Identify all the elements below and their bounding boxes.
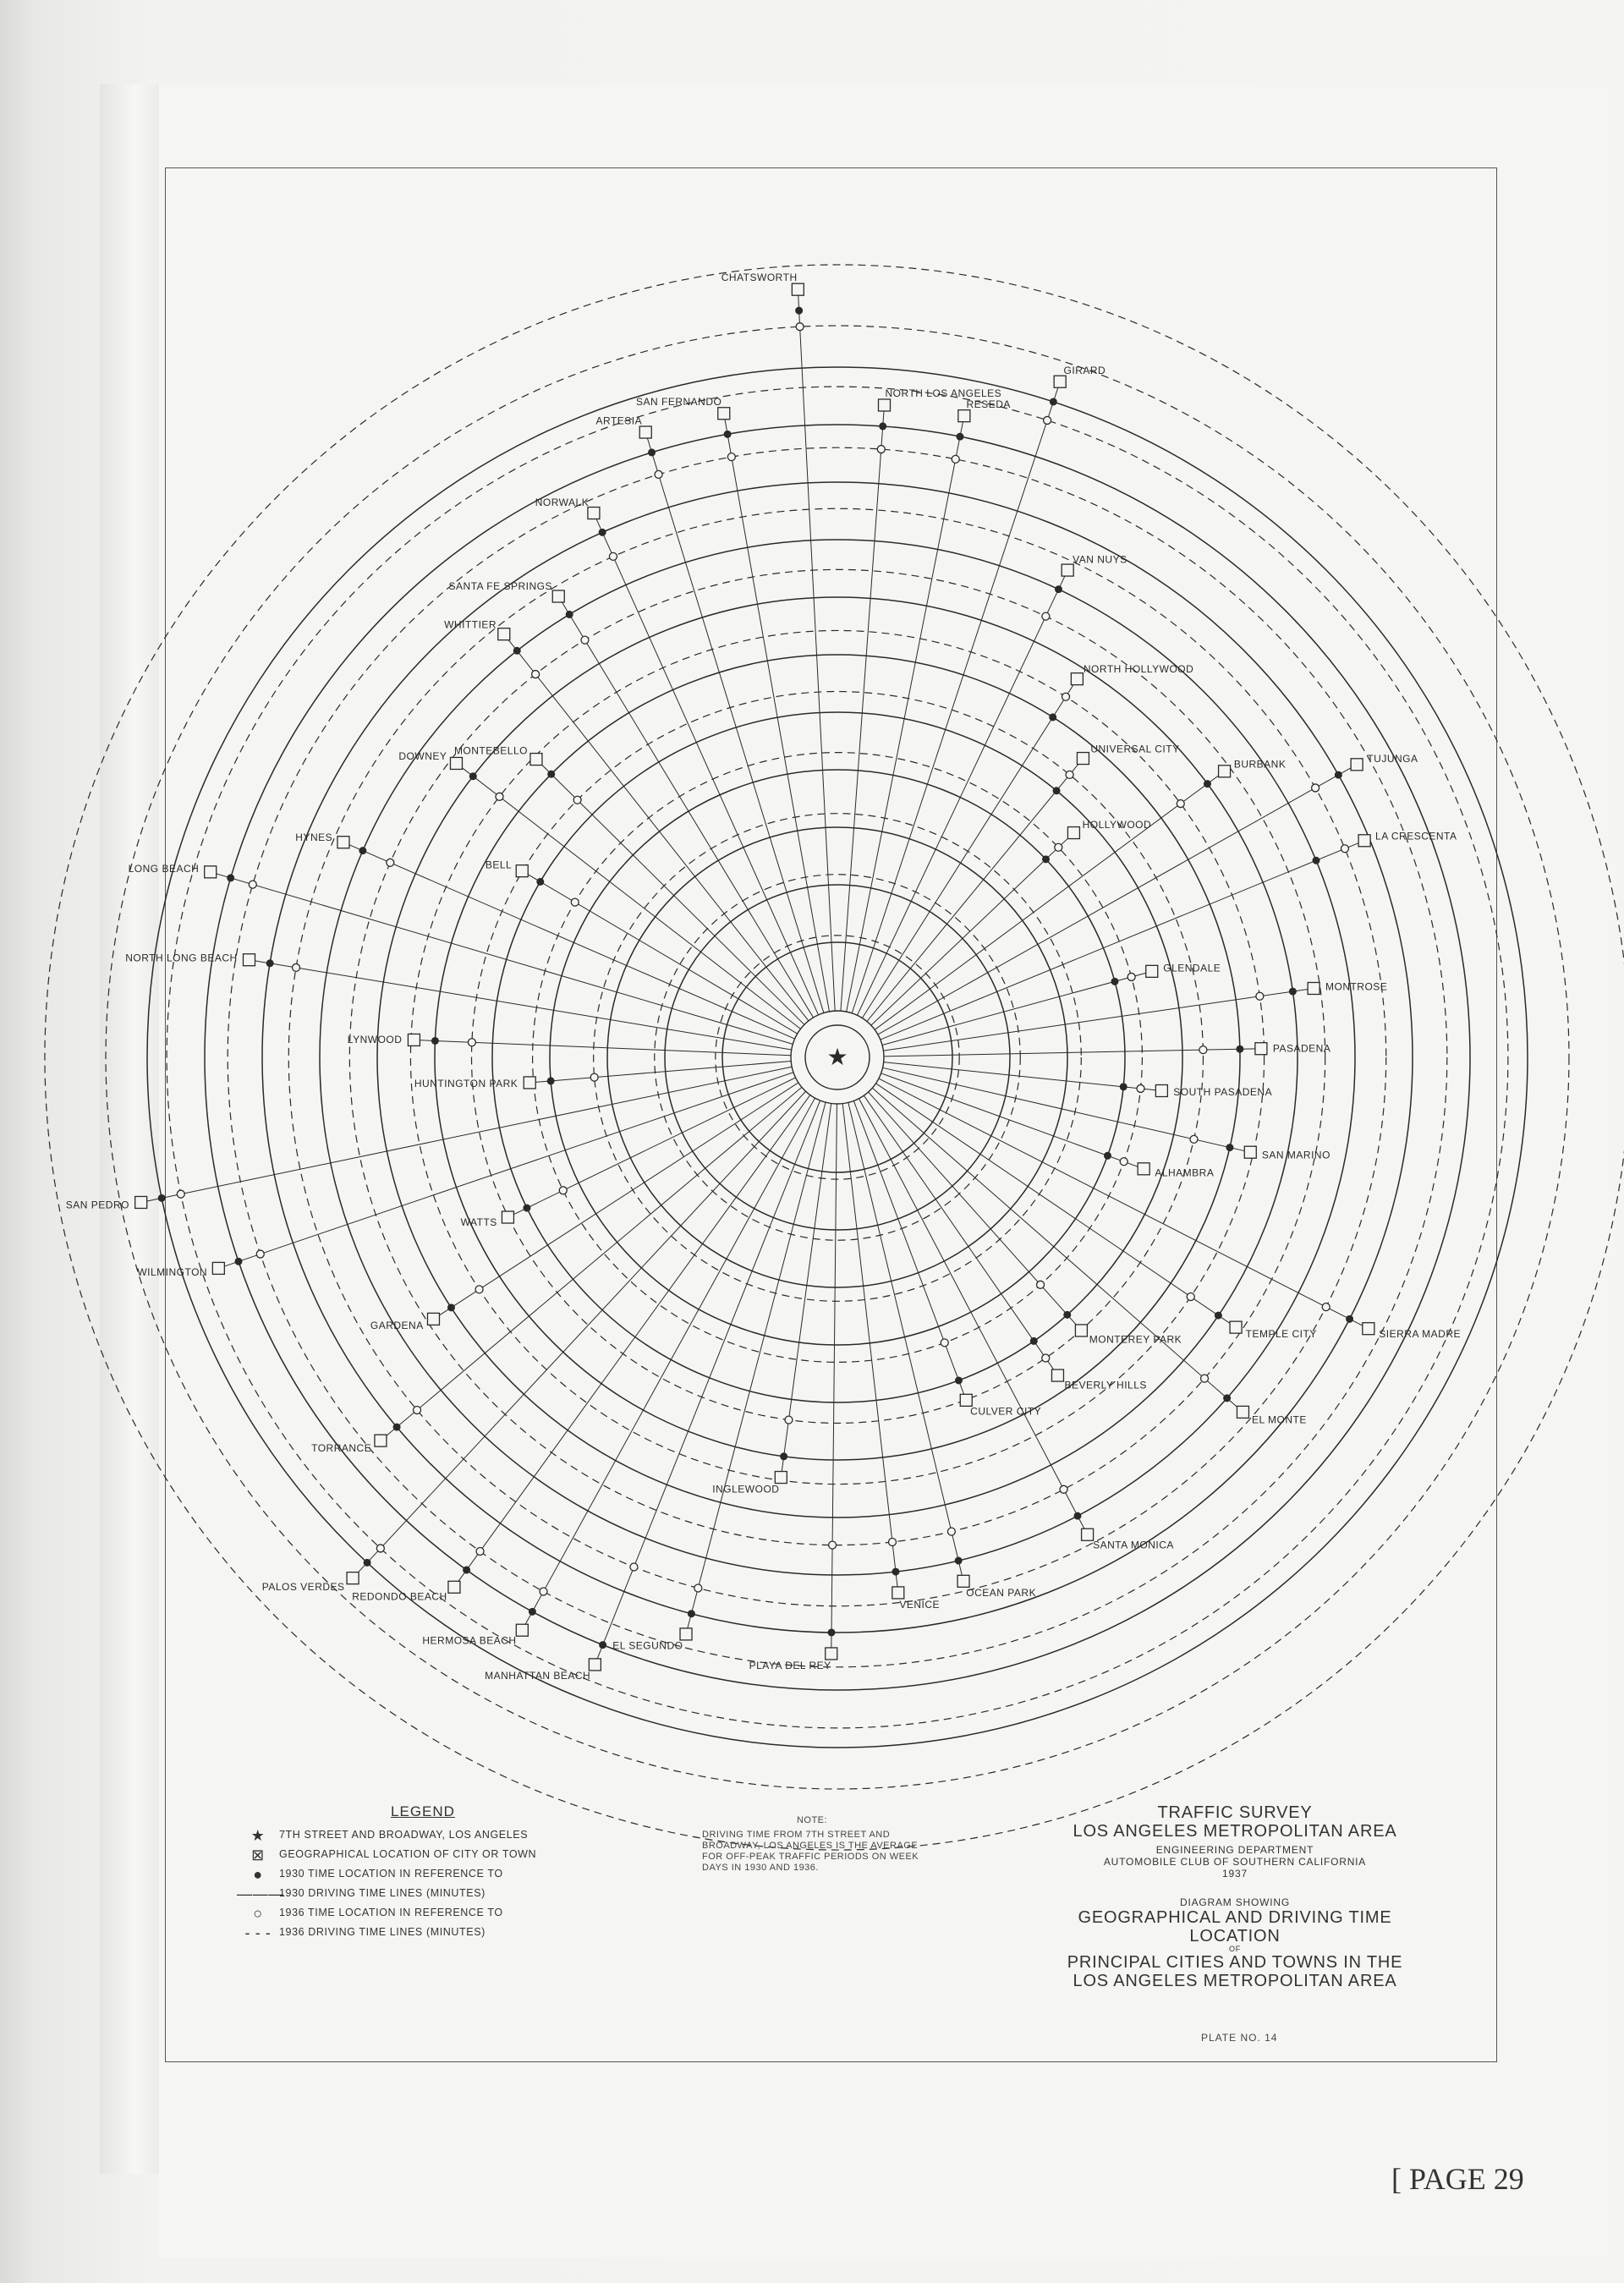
- time-dot-1930: [1346, 1315, 1353, 1323]
- city-location-box: [337, 837, 349, 848]
- city-location-box: [1244, 1146, 1256, 1158]
- city-label: SAN MARINO: [1261, 1149, 1330, 1161]
- star-icon: ★: [250, 1827, 266, 1844]
- time-dot-1930: [1120, 1083, 1127, 1090]
- ray-line: [879, 1078, 1369, 1329]
- city-location-box: [1358, 835, 1370, 847]
- dashed-line-icon: - - -: [244, 1924, 272, 1941]
- city-label: WATTS: [460, 1216, 497, 1229]
- city-label: TORRANCE: [311, 1442, 372, 1455]
- time-dot-1930: [956, 433, 963, 441]
- time-circle-1936: [1127, 973, 1135, 980]
- time-circle-1936: [1044, 416, 1051, 424]
- city-location-box: [408, 1034, 420, 1045]
- time-dot-1930: [227, 874, 234, 881]
- city-label: UNIVERSAL CITY: [1090, 743, 1180, 755]
- ray-line: [841, 405, 885, 1011]
- city-label: MANHATTAN BEACH: [485, 1669, 591, 1682]
- time-circle-1936: [532, 671, 540, 678]
- time-circle-1936: [476, 1548, 484, 1556]
- time-dot-1930: [536, 878, 544, 886]
- city-location-box: [879, 399, 891, 411]
- time-circle-1936: [475, 1286, 483, 1293]
- time-circle-1936: [1037, 1281, 1045, 1288]
- ray-line: [867, 759, 1084, 1022]
- ray-line: [686, 1102, 826, 1634]
- legend-dot-text: 1930 TIME LOCATION IN REFERENCE TO: [279, 1868, 503, 1880]
- time-circle-1936: [256, 1250, 264, 1258]
- city-location-box: [347, 1572, 359, 1584]
- city-location-box: [957, 1575, 969, 1587]
- city-label: REDONDO BEACH: [352, 1590, 447, 1603]
- legend-box-text: GEOGRAPHICAL LOCATION OF CITY OR TOWN: [279, 1848, 537, 1860]
- time-dot-1930: [1049, 713, 1056, 721]
- title-line8: OF: [1228, 1945, 1242, 1953]
- city-location-box: [588, 508, 600, 519]
- ray-line: [529, 1062, 791, 1083]
- city-label: PASADENA: [1272, 1042, 1331, 1055]
- city-location-box: [450, 757, 462, 769]
- legend-line-text: 1930 DRIVING TIME LINES (MINUTES): [279, 1887, 486, 1899]
- time-dot-1930: [1063, 1311, 1071, 1319]
- time-circle-1936: [785, 1416, 793, 1424]
- time-circle-1936: [1256, 992, 1264, 1000]
- ray-line: [504, 634, 809, 1021]
- time-circle-1936: [571, 898, 579, 906]
- time-circle-1936: [387, 859, 394, 866]
- ray-line: [872, 1088, 1243, 1412]
- title-line4: AUTOMOBILE CLUB OF SOUTHERN CALIFORNIA: [1103, 1856, 1367, 1868]
- ray-line: [842, 1104, 898, 1593]
- time-dot-1930: [688, 1610, 695, 1617]
- time-circle-1936: [496, 793, 503, 800]
- ray-line: [249, 960, 791, 1050]
- city-location-box: [1237, 1406, 1248, 1418]
- time-dot-1930: [523, 1205, 530, 1212]
- time-circle-1936: [1322, 1303, 1330, 1311]
- time-circle-1936: [630, 1563, 638, 1571]
- city-location-box: [448, 1581, 460, 1593]
- legend-row-dash: [237, 1926, 609, 1940]
- city-location-box: [826, 1648, 837, 1660]
- city-location-box: [1062, 564, 1073, 576]
- city-label: LA CRESCENTA: [1375, 830, 1457, 842]
- time-dot-1930: [780, 1452, 787, 1460]
- time-dot-1930: [1289, 988, 1297, 996]
- time-dot-1930: [1215, 1312, 1222, 1320]
- ray-line: [831, 1104, 837, 1654]
- time-dot-1930: [359, 847, 366, 854]
- ray-line: [211, 872, 793, 1045]
- time-dot-1930: [1226, 1144, 1233, 1151]
- city-label: TUJUNGA: [1367, 752, 1418, 765]
- time-dot-1930: [1204, 780, 1211, 788]
- time-circle-1936: [1341, 845, 1348, 853]
- city-label: OCEAN PARK: [966, 1586, 1037, 1599]
- ray-line: [595, 1100, 820, 1665]
- time-dot-1930: [266, 959, 274, 967]
- time-dot-1930: [547, 771, 555, 778]
- time-circle-1936: [947, 1528, 955, 1535]
- city-label: VAN NUYS: [1073, 553, 1127, 566]
- city-label: SOUTH PASADENA: [1173, 1085, 1273, 1098]
- time-dot-1930: [158, 1194, 166, 1202]
- city-label: NORTH LONG BEACH: [125, 952, 238, 964]
- city-location-box: [792, 283, 804, 295]
- time-circle-1936: [888, 1538, 896, 1545]
- time-circle-1936: [177, 1190, 184, 1198]
- city-location-box: [516, 1624, 528, 1636]
- time-circle-1936: [655, 470, 662, 478]
- city-location-box: [552, 590, 564, 602]
- time-dot-1930: [955, 1557, 963, 1565]
- time-dot-1930: [795, 307, 803, 315]
- ray-line: [875, 771, 1224, 1030]
- city-label: EL MONTE: [1251, 1413, 1307, 1426]
- city-label: NORWALK: [535, 496, 590, 508]
- ray-line: [454, 1095, 810, 1588]
- legend-star-text: 7TH STREET AND BROADWAY, LOS ANGELES: [279, 1829, 529, 1841]
- city-location-box: [892, 1587, 904, 1599]
- time-circle-1936: [249, 881, 256, 888]
- legend-row-line: [237, 1887, 609, 1901]
- city-location-box: [1146, 965, 1158, 977]
- city-label: LONG BEACH: [128, 862, 200, 875]
- time-dot-1930: [828, 1628, 836, 1636]
- time-circle-1936: [952, 455, 959, 463]
- city-location-box: [1219, 766, 1231, 777]
- ray-line: [508, 1078, 795, 1217]
- city-location-box: [498, 628, 510, 640]
- city-location-box: [524, 1077, 535, 1089]
- time-dot-1930: [879, 422, 886, 430]
- time-dot-1930: [1335, 771, 1342, 779]
- city-location-box: [1155, 1084, 1167, 1096]
- city-location-box: [1075, 1325, 1087, 1336]
- city-label: DOWNEY: [398, 749, 447, 762]
- ray-line: [857, 570, 1067, 1015]
- city-location-box: [718, 408, 730, 420]
- ray-line: [522, 1098, 815, 1630]
- city-label: SANTA FE SPRINGS: [448, 580, 552, 593]
- note: [702, 1815, 922, 1874]
- time-circle-1936: [540, 1588, 547, 1595]
- page-number: [ PAGE 29: [1391, 2162, 1524, 2196]
- city-label: SANTA MONICA: [1093, 1539, 1174, 1551]
- title-line1: TRAFFIC SURVEY: [1157, 1803, 1313, 1822]
- time-dot-1930: [1055, 585, 1062, 593]
- legend-title: LEGEND: [391, 1803, 455, 1819]
- ray-line: [343, 842, 795, 1039]
- city-box-icon: ⊠: [251, 1847, 265, 1863]
- city-label: HYNES: [295, 831, 333, 844]
- time-dot-1930: [648, 448, 656, 456]
- time-dot-1930: [1111, 978, 1118, 985]
- legend-circle-text: 1936 TIME LOCATION IN REFERENCE TO: [279, 1907, 503, 1918]
- driving-time-diagram: [65, 167, 1497, 2062]
- city-label: CULVER CITY: [970, 1405, 1042, 1418]
- time-dot-1930: [566, 611, 573, 618]
- city-location-box: [212, 1262, 224, 1274]
- city-location-box: [1230, 1321, 1242, 1333]
- city-location-box: [530, 754, 542, 766]
- time-circle-1936: [829, 1541, 837, 1549]
- plate-number: PLATE NO. 14: [1201, 2032, 1278, 2044]
- ray-line: [881, 841, 1364, 1040]
- time-circle-1936: [376, 1545, 384, 1552]
- time-circle-1936: [1055, 843, 1062, 851]
- time-dot-1930: [1030, 1337, 1038, 1345]
- time-dot-1930: [364, 1559, 371, 1567]
- city-label: WILMINGTON: [137, 1265, 208, 1278]
- time-circle-1936: [694, 1584, 702, 1592]
- title-line2: LOS ANGELES METROPOLITAN AREA: [1073, 1822, 1397, 1841]
- ray-line: [594, 513, 819, 1015]
- ray-line: [645, 432, 824, 1013]
- time-dot-1930: [724, 431, 732, 438]
- city-label: SAN FERNANDO: [635, 395, 722, 408]
- time-dot-1930: [463, 1567, 470, 1574]
- city-label: MONTROSE: [1325, 980, 1388, 993]
- time-dot-1930: [599, 529, 606, 536]
- time-circle-1936: [590, 1073, 598, 1081]
- time-circle-1936: [573, 796, 581, 804]
- city-label: LYNWOOD: [347, 1033, 403, 1045]
- time-dot-1930: [599, 1641, 606, 1649]
- time-circle-1936: [468, 1039, 475, 1046]
- time-dot-1930: [235, 1258, 243, 1265]
- time-dot-1930: [513, 647, 521, 655]
- time-circle-1936: [1312, 784, 1320, 792]
- city-label: PLAYA DEL REY: [749, 1659, 831, 1671]
- time-dot-1930: [955, 1376, 963, 1384]
- time-circle-1936: [1187, 1293, 1194, 1301]
- time-dot-1930: [393, 1424, 401, 1431]
- time-dot-1930: [1053, 787, 1061, 794]
- time-dot-1930: [447, 1303, 455, 1311]
- city-label: MONTEBELLO: [453, 744, 528, 757]
- city-label: BURBANK: [1233, 758, 1287, 771]
- time-circle-1936: [796, 323, 804, 331]
- city-label: VENICE: [899, 1598, 941, 1611]
- city-label: MONTEREY PARK: [1089, 1333, 1182, 1346]
- title-line7: GEOGRAPHICAL AND DRIVING TIME LOCATION: [1078, 1908, 1392, 1945]
- time-circle-1936: [941, 1339, 948, 1347]
- legend: [237, 1803, 609, 1945]
- time-circle-1936: [1201, 1375, 1209, 1382]
- city-location-box: [1071, 673, 1083, 685]
- city-location-box: [502, 1211, 513, 1223]
- city-location-box: [680, 1628, 692, 1640]
- city-label: ARTESIA: [595, 414, 643, 427]
- city-location-box: [1082, 1528, 1094, 1540]
- city-label: EL SEGUNDO: [612, 1639, 683, 1652]
- circle-icon: ○: [253, 1905, 263, 1922]
- city-location-box: [1077, 753, 1089, 765]
- city-label: BELL: [485, 859, 513, 871]
- city-location-box: [1308, 982, 1320, 994]
- ray-line: [876, 1084, 1237, 1327]
- time-circle-1936: [1190, 1135, 1198, 1143]
- time-dot-1930: [1313, 857, 1320, 864]
- time-dot-1930: [431, 1037, 439, 1045]
- time-dot-1930: [1042, 855, 1050, 863]
- ray-line: [883, 988, 1314, 1051]
- city-label: SIERRA MADRE: [1379, 1328, 1461, 1341]
- city-location-box: [589, 1659, 601, 1671]
- time-dot-1930: [529, 1608, 536, 1616]
- time-circle-1936: [877, 446, 885, 453]
- legend-dash-text: 1936 DRIVING TIME LINES (MINUTES): [279, 1926, 486, 1938]
- time-circle-1936: [1060, 1485, 1067, 1493]
- city-label: HOLLYWOOD: [1082, 818, 1152, 831]
- city-label: RESEDA: [966, 398, 1011, 410]
- time-dot-1930: [1050, 398, 1057, 405]
- title-line9: PRINCIPAL CITIES AND TOWNS IN THE: [1067, 1953, 1403, 1972]
- time-circle-1936: [1177, 800, 1184, 808]
- city-label: BEVERLY HILLS: [1064, 1379, 1147, 1391]
- city-location-box: [1051, 1369, 1063, 1381]
- city-location-box: [1351, 759, 1363, 771]
- time-circle-1936: [1042, 612, 1050, 620]
- city-location-box: [1054, 376, 1066, 387]
- city-label: GLENDALE: [1163, 962, 1221, 974]
- city-label: CHATSWORTH: [721, 272, 798, 284]
- time-dot-1930: [469, 772, 477, 780]
- title-block: [1040, 1803, 1429, 1990]
- city-location-box: [775, 1472, 787, 1484]
- time-dot-1930: [1236, 1045, 1243, 1053]
- legend-row-box: [237, 1848, 609, 1862]
- title-line10: LOS ANGELES METROPOLITAN AREA: [1073, 1972, 1397, 1990]
- city-label: INGLEWOOD: [712, 1483, 780, 1495]
- city-label: NORTH LOS ANGELES: [885, 387, 1002, 400]
- city-label: NORTH HOLLYWOOD: [1083, 662, 1194, 675]
- time-dot-1930: [892, 1568, 899, 1576]
- city-location-box: [639, 426, 651, 438]
- time-circle-1936: [1062, 693, 1070, 700]
- note-title: NOTE:: [796, 1815, 828, 1825]
- time-dot-1930: [1073, 1512, 1081, 1520]
- city-location-box: [516, 865, 528, 877]
- city-label: SAN PEDRO: [65, 1199, 129, 1211]
- city-location-box: [243, 954, 255, 966]
- city-location-box: [427, 1313, 439, 1325]
- ray-line: [862, 679, 1077, 1018]
- ray-line: [864, 1095, 1057, 1375]
- ray-line: [798, 289, 835, 1011]
- time-circle-1936: [559, 1187, 567, 1194]
- legend-row-star: [237, 1829, 609, 1842]
- time-circle-1936: [1066, 771, 1073, 778]
- time-circle-1936: [727, 453, 735, 461]
- time-dot-1930: [1223, 1394, 1231, 1402]
- time-circle-1936: [1137, 1084, 1144, 1092]
- dot-icon: ●: [253, 1866, 263, 1883]
- time-dot-1930: [547, 1077, 555, 1084]
- city-label: PALOS VERDES: [261, 1580, 345, 1593]
- time-circle-1936: [609, 552, 617, 560]
- legend-row-circle: [237, 1907, 609, 1920]
- city-label: GARDENA: [370, 1320, 424, 1332]
- time-circle-1936: [293, 963, 300, 971]
- city-location-box: [960, 1394, 972, 1406]
- city-location-box: [1255, 1043, 1267, 1055]
- city-label: HERMOSA BEACH: [422, 1634, 517, 1647]
- city-location-box: [375, 1435, 387, 1446]
- ray-line: [522, 871, 797, 1034]
- city-location-box: [205, 866, 217, 878]
- time-circle-1936: [414, 1406, 421, 1413]
- city-location-box: [1363, 1323, 1374, 1335]
- city-label: TEMPLE CITY: [1245, 1328, 1317, 1341]
- city-location-box: [135, 1196, 147, 1208]
- city-location-box: [1067, 827, 1079, 839]
- legend-row-dot: [237, 1868, 609, 1881]
- solid-line-icon: ———: [237, 1885, 284, 1902]
- title-line6: DIAGRAM SHOWING: [1179, 1896, 1290, 1908]
- city-location-box: [1138, 1163, 1149, 1175]
- city-label: HUNTINGTON PARK: [414, 1078, 518, 1090]
- city-label: WHITTIER: [444, 618, 497, 631]
- city-location-box: [958, 410, 970, 422]
- title-line3: ENGINEERING DEPARTMENT: [1155, 1844, 1314, 1856]
- note-text: DRIVING TIME FROM 7TH STREET AND BROADWAY, LOS ANGELES IS THE AVERAGE FOR OFF-PEAK TRAFFIC PERIODS ON WEEK DAYS IN 1930 AND 1936.: [702, 1830, 919, 1873]
- ray-line: [456, 763, 800, 1029]
- title-line5: 1937: [1222, 1868, 1248, 1880]
- time-dot-1930: [1104, 1152, 1111, 1160]
- time-circle-1936: [1042, 1354, 1050, 1362]
- city-label: ALHAMBRA: [1155, 1166, 1215, 1179]
- ray-line: [353, 1091, 805, 1578]
- city-label: GIRARD: [1063, 364, 1106, 376]
- time-circle-1936: [1120, 1158, 1127, 1166]
- time-circle-1936: [581, 636, 589, 644]
- center-star-icon: ★: [826, 1044, 848, 1070]
- time-circle-1936: [1199, 1046, 1207, 1054]
